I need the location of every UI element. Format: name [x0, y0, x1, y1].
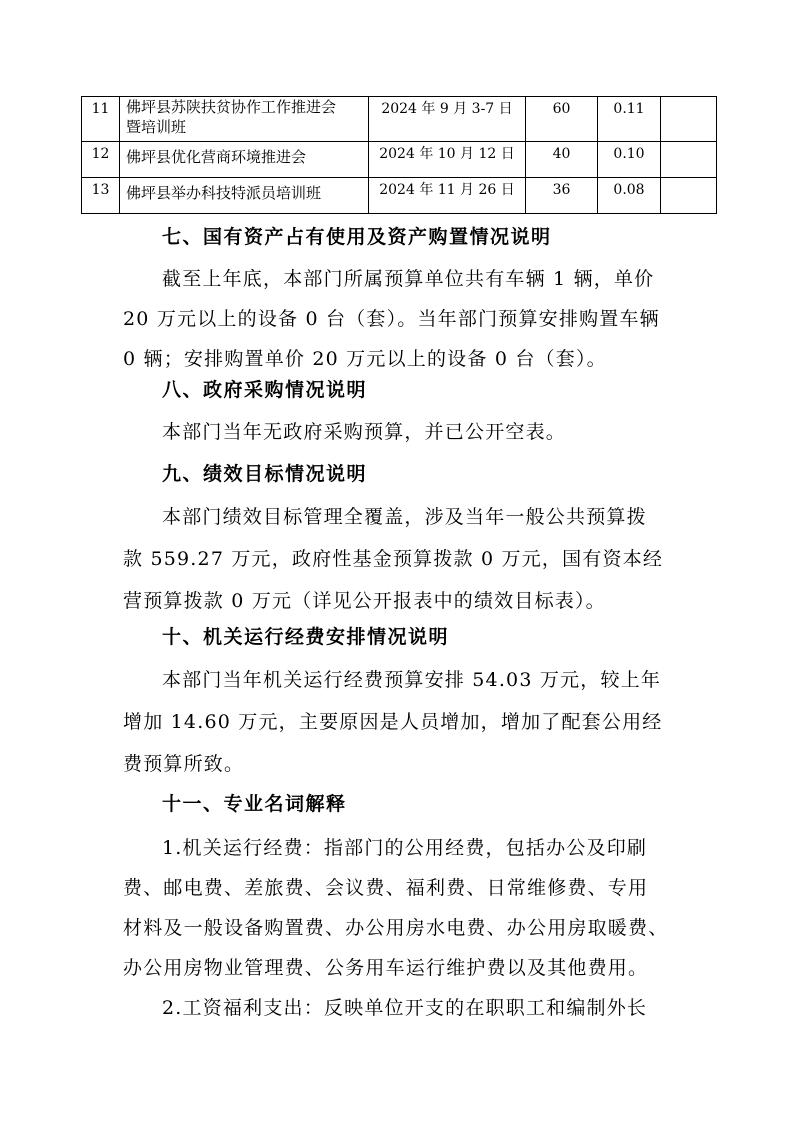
section-11-paragraph: 办公用房物业管理费、公务用车运行维护费以及其他费用。 [123, 957, 649, 979]
row-number: 11 [82, 97, 120, 142]
section-9-paragraph: 款 559.27 万元，政府性基金预算拨款 0 万元，国有资本经 [123, 548, 664, 570]
row-number: 13 [82, 178, 120, 214]
section-11-paragraph: 2.工资福利支出：反映单位开支的在职职工和编制外长 [162, 997, 648, 1019]
section-7-paragraph: 0 辆；安排购置单价 20 万元以上的设备 0 台（套）。 [123, 348, 607, 370]
meetings-table [81, 96, 717, 214]
section-10-paragraph: 费预算所致。 [123, 753, 245, 775]
meeting-date: 2024 年 10 月 12 日 [369, 142, 526, 178]
section-11-paragraph: 费、邮电费、差旅费、会议费、福利费、日常维修费、专用 [123, 877, 649, 899]
meeting-note [661, 97, 717, 142]
section-8-heading: 八、政府采购情况说明 [162, 379, 368, 401]
meeting-note [661, 178, 717, 214]
section-10-heading: 十、机关运行经费安排情况说明 [162, 626, 450, 648]
section-7-paragraph: 20 万元以上的设备 0 台（套）。当年部门预算安排购置车辆 [123, 308, 660, 330]
section-9-heading: 九、绩效目标情况说明 [162, 463, 368, 485]
section-11-paragraph: 材料及一般设备购置费、办公用房水电费、办公用房取暖费、 [123, 917, 669, 939]
meeting-name-line: 佛坪县举办科技特派员培训班 [126, 184, 322, 202]
section-8-paragraph: 本部门当年无政府采购预算，并已公开空表。 [162, 421, 567, 443]
meeting-name [120, 178, 369, 214]
meeting-amount: 0.10 [598, 142, 661, 178]
section-9-paragraph: 本部门绩效目标管理全覆盖，涉及当年一般公共预算拨 [162, 506, 647, 528]
meeting-date: 2024 年 9 月 3-7 日 [369, 97, 526, 142]
meeting-date: 2024 年 11 月 26 日 [369, 178, 526, 214]
meeting-name-line: 佛坪县苏陕扶贫协作工作推进会 [126, 98, 337, 116]
meeting-note [661, 142, 717, 178]
section-11-heading: 十一、专业名词解释 [162, 793, 347, 815]
row-number: 12 [82, 142, 120, 178]
section-10-paragraph: 增加 14.60 万元，主要原因是人员增加，增加了配套公用经 [123, 711, 663, 733]
meeting-name-line: 佛坪县优化营商环境推进会 [126, 148, 307, 166]
meeting-amount: 0.08 [598, 178, 661, 214]
meeting-name-line: 暨培训班 [126, 118, 187, 136]
meeting-people: 60 [526, 97, 598, 142]
table-row [82, 97, 717, 142]
section-10-paragraph: 本部门当年机关运行经费预算安排 54.03 万元，较上年 [162, 669, 662, 691]
table-row [82, 178, 717, 214]
meeting-people: 40 [526, 142, 598, 178]
meeting-name [120, 142, 369, 178]
meeting-people: 36 [526, 178, 598, 214]
meeting-amount: 0.11 [598, 97, 661, 142]
section-7-heading: 七、国有资产占有使用及资产购置情况说明 [162, 226, 552, 248]
section-9-paragraph: 营预算拨款 0 万元（详见公开报表中的绩效目标表）。 [123, 590, 606, 612]
section-11-paragraph: 1.机关运行经费：指部门的公用经费，包括办公及印刷 [162, 837, 648, 859]
section-7-paragraph: 截至上年底，本部门所属预算单位共有车辆 1 辆，单价 [162, 268, 655, 290]
table-row [82, 142, 717, 178]
meeting-name [120, 97, 369, 142]
